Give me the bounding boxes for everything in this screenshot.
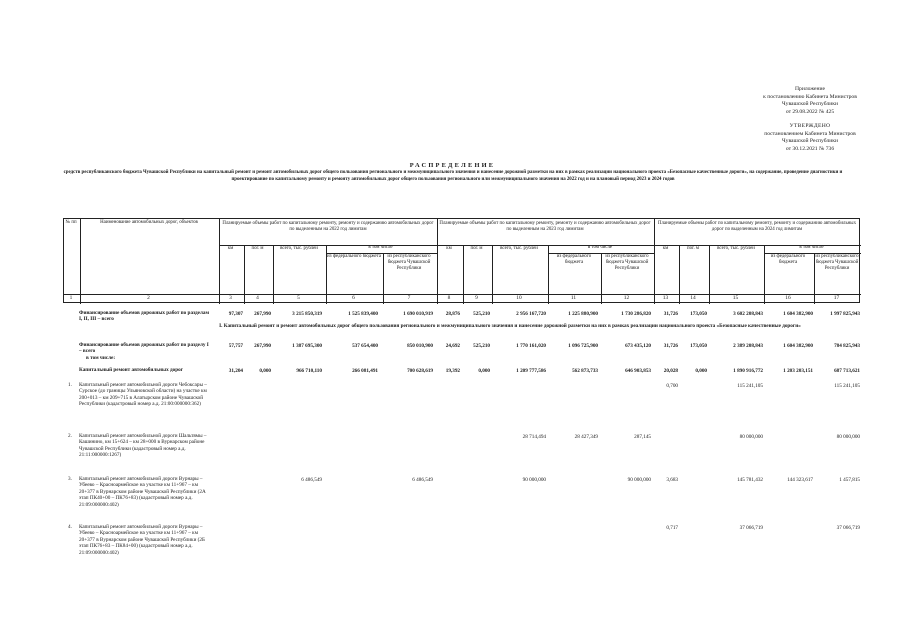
value-cell: 173,050 (690, 343, 707, 349)
header-fed-2023: из федерального бюджета (556, 254, 592, 266)
value-cell: 80 000,000 (836, 434, 860, 440)
column-number: 13 (662, 295, 669, 301)
header-rep-2022: из республиканского бюджета Чувашской Республики (387, 254, 431, 272)
appendix-block (735, 86, 885, 116)
column-number: 17 (833, 295, 840, 301)
value-cell: 31,726 (663, 343, 678, 349)
value-cell: 1 690 010,919 (403, 311, 433, 317)
value-cell: 80 000,000 (739, 434, 763, 440)
row-number: 3. (68, 476, 72, 482)
value-cell: 115 241,105 (737, 383, 763, 389)
value-cell: 784 825,943 (834, 343, 860, 349)
value-cell: 267,990 (254, 311, 271, 317)
row-item-name: Капитальный ремонт автомобильной дороги Вурнары – Убеево – Красноармейское на участке км 11+967 – км 20+377 в Вурнарском районе Чувашской Республики (2Б этап ПК76+83 – ПК84+00) (кадастровый номер а.д. 21:09:000000:402) (79, 524, 205, 556)
column-number: 8 (447, 295, 451, 301)
header-incl-2024: в том числе (799, 245, 824, 250)
value-cell: 31,726 (663, 311, 678, 317)
value-cell: 0,000 (695, 368, 707, 374)
row-incl-label: в том числе: (86, 355, 116, 361)
value-cell: 0,700 (666, 383, 678, 389)
value-cell: 90 000,000 (522, 477, 546, 483)
value-cell: 537 654,400 (352, 343, 378, 349)
value-cell: 966 710,110 (296, 368, 322, 374)
value-cell: 28 427,349 (574, 434, 598, 440)
column-number: 3 (229, 295, 232, 301)
row-total-name: Финансирование объемов дорожных работ по разделам I, II, III – всего (79, 310, 209, 323)
value-cell: 687 713,621 (834, 368, 860, 374)
column-number: 16 (785, 295, 791, 301)
value-cell: 3 602 208,843 (733, 311, 763, 317)
column-number: 9 (475, 295, 478, 301)
header-group-2023: Планируемые объемы работ по капитальному ремонту, ремонту и содержанию автомобильных дорог по выделенным на 2023 год лимитам (439, 221, 651, 233)
value-cell: 90 000,000 (627, 477, 651, 483)
column-number: 2 (147, 295, 150, 301)
appendix-line: Чувашской Республики (782, 101, 838, 108)
header-pm-2024: пог. м (686, 246, 700, 251)
value-cell: 266 081,491 (352, 368, 378, 374)
approved-title: УТВЕРЖДЕНО (789, 123, 831, 129)
header-total-2023: всего, тыс. рублей (500, 246, 538, 251)
header-incl-2023: в том числе (587, 245, 613, 250)
value-cell: 525,210 (473, 343, 490, 349)
document-subtitle: средств республиканского бюджета Чувашской Республики на капитальный ремонт и ремонт автомобильных дорог общего пользования регионального и межмуниципального значения и нанесение дорожной разметки на них в рамках реализации национального проекта «Безопасные качественные дороги», на содержание, проведение диагностики и проектирование по капитальному ремонту и ремонту автомобильных дорог общего пользования регионального или межмуниципального значения на 2022 год и на плановый период 2023 и 2024 годов (63, 170, 843, 182)
column-number: 14 (690, 295, 696, 301)
value-cell: 3 215 850,319 (292, 311, 322, 317)
value-cell: 0,000 (478, 368, 490, 374)
header-fed-2024: из федерального бюджета (770, 254, 806, 266)
row-number: 1. (68, 382, 72, 388)
row-number: 2. (68, 433, 72, 439)
value-cell: 1 525 839,400 (348, 311, 378, 317)
approved-line: от 30.12.2021 № 736 (785, 145, 835, 152)
value-cell: 173,050 (690, 311, 707, 317)
column-number: 4 (256, 295, 259, 301)
appendix-line: Приложение (794, 86, 826, 92)
column-number: 6 (352, 295, 355, 301)
value-cell: 6 486,549 (412, 477, 433, 483)
value-cell: 1 457,815 (839, 477, 860, 483)
header-pm-2023: пог. м (470, 246, 483, 251)
header-fed-2022: из федерального бюджета (327, 254, 381, 259)
header-group-2024: Планируемые объемы работ по капитальному ремонту, ремонту и содержанию автомобильных дорог по выделенным на 2024 год лимитам (657, 221, 857, 233)
value-cell: 28,876 (445, 311, 460, 317)
header-rep-2024: из республиканского бюджета Чувашской Республики (815, 254, 859, 272)
value-cell: 31,204 (228, 368, 243, 374)
value-cell: 37 066,719 (836, 525, 860, 531)
value-cell: 287,145 (634, 434, 651, 440)
value-cell: 646 903,853 (625, 368, 651, 374)
header-total-2024: всего, тыс. рублей (717, 246, 755, 251)
header-incl-2022: в том числе (368, 245, 393, 250)
column-number: 5 (297, 295, 300, 301)
header-pm-2022: пог. м (251, 246, 264, 251)
header-total-2022: всего, тыс. рублей (280, 246, 318, 251)
value-cell: 1 730 286,820 (621, 311, 651, 317)
value-cell: 115 241,105 (834, 383, 860, 389)
appendix-line: к постановлению Кабинета Министров (763, 93, 857, 100)
value-cell: 2 389 208,843 (733, 343, 763, 349)
value-cell: 24,692 (445, 343, 460, 349)
row-item-name: Капитальный ремонт автомобильной дороги Шальтямы – Кашинино, км 15+624 – км 28+000 в Вурнарском районе Чувашской Республики (кадастровый номер а.д. 21:11:000000:1267) (79, 433, 207, 459)
value-cell: 562 873,733 (572, 368, 598, 374)
column-number: 11 (570, 295, 577, 301)
value-cell: 1 770 161,020 (516, 343, 546, 349)
value-cell: 28 714,494 (522, 434, 546, 440)
row-item-name: Капитальный ремонт автомобильной дороги Вурнары – Убеево – Красноармейское на участке км 11+967 – км 20+377 в Вурнарском районе Чувашской Республики (2А этап ПК40+00 – ПК76+83) (кадастровый номер а.д. 21:09:000000:402) (79, 476, 206, 508)
value-cell: 1 604 382,900 (783, 343, 813, 349)
header-km-2023: км (446, 246, 452, 251)
value-cell: 57,757 (228, 343, 243, 349)
value-cell: 1 604 382,900 (783, 311, 813, 317)
column-number: 10 (516, 295, 522, 301)
value-cell: 0,000 (259, 368, 271, 374)
value-cell: 20,028 (663, 368, 678, 374)
value-cell: 37 066,719 (739, 525, 763, 531)
row-cap-repair-name: Капитальный ремонт автомобильных дорог (79, 367, 184, 373)
value-cell: 1 209 777,586 (516, 368, 546, 374)
value-cell: 97,307 (228, 311, 243, 317)
value-cell: 1 890 916,772 (733, 368, 763, 374)
row-item-name: Капитальный ремонт автомобильной дороги Чебоксары – Сурское (до границы Ульяновской области) на участке км 200+013 – км 209+715 в Алатырском районе Чувашской Республики (кадастровый номер а.д. 21:00:000000:362) (79, 382, 207, 408)
value-cell: 1 997 825,943 (830, 311, 860, 317)
column-number: 12 (623, 295, 630, 301)
value-cell: 144 323,617 (787, 477, 813, 483)
value-cell: 0,717 (666, 525, 678, 531)
column-number: 15 (732, 295, 739, 301)
appendix-line: от 29.08.2022 № 425 (785, 108, 835, 115)
document-title: РАСПРЕДЕЛЕНИЕ (409, 162, 496, 169)
value-cell: 2 956 167,720 (516, 311, 546, 317)
section-title: I. Капитальный ремонт и ремонт автомобильных дорог общего пользования регионального и межмуниципального значения и нанесение дорожной разметки на них в рамках реализации национального проекта «Безопасные качественные дороги» (219, 323, 801, 329)
value-cell: 1 225 880,900 (568, 311, 598, 317)
header-name: Наименование автомобильных дорог, объектов (100, 220, 198, 225)
row-section-total-name: Финансирование объемов дорожных работ по разделу I – всего (79, 342, 209, 355)
header-km-2022: км (227, 246, 234, 251)
value-cell: 1 203 203,151 (783, 368, 813, 374)
value-cell: 700 628,619 (407, 368, 433, 374)
header-km-2024: км (662, 246, 669, 251)
row-number: 4. (68, 524, 72, 530)
header-rep-2023: из республиканского бюджета Чувашской Республики (605, 254, 649, 272)
value-cell: 3,683 (666, 477, 678, 483)
value-cell: 850 010,900 (407, 343, 433, 349)
approved-line: Чувашской Республики (782, 138, 838, 145)
header-no: № пп (65, 220, 77, 225)
value-cell: 1 387 695,300 (292, 343, 322, 349)
column-number: 7 (407, 295, 411, 301)
value-cell: 267,990 (254, 343, 271, 349)
value-cell: 19,392 (445, 368, 460, 374)
value-cell: 145 781,432 (737, 477, 763, 483)
approved-line: постановлением Кабинета Министров (764, 130, 856, 137)
value-cell: 525,210 (473, 311, 490, 317)
value-cell: 6 486,549 (301, 477, 322, 483)
header-group-2022: Планируемые объемы работ по капитальному ремонту, ремонту и содержанию автомобильных дорог по выделенным на 2022 год лимитам (222, 221, 434, 233)
approved-block (735, 123, 885, 153)
column-number: 1 (69, 295, 73, 301)
value-cell: 673 435,120 (625, 343, 651, 349)
value-cell: 1 096 725,900 (568, 343, 598, 349)
